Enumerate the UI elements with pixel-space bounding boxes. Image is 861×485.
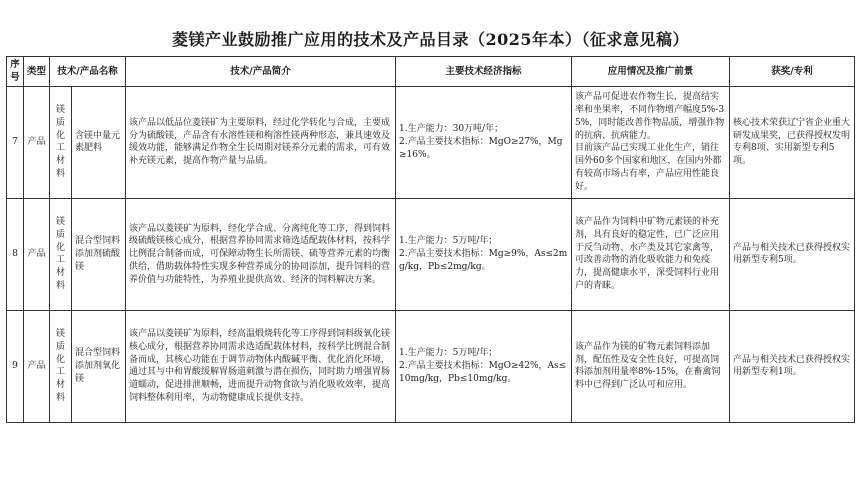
header-awards: 获奖/专利 [730,57,855,87]
cell-type: 产品 [24,310,50,422]
cell-indicators: 1.生产能力：30万吨/年； 2.产品主要技术指标：MgO≥27%，Mg≥16%。 [396,86,572,198]
header-name: 技术/产品名称 [50,57,126,87]
cell-category: 镁质化工材料 [50,198,72,310]
cell-awards: 产品与相关技术已获得授权实用新型专利1项。 [730,310,855,422]
table-row [7,86,855,198]
cell-intro: 该产品以菱镁矿为原料，经高温煅烧转化等工序得到饲料级氧化镁核心成分，根据营养协同需求选适配载体材料，按科学比例混合制备而成，其核心功能在于调节动物体内酸碱平衡、优化消化环境，通过其与中和胃酸缓解胃肠道刺激与潜在损伤，同时助力增强胃肠道蠕动，促进排泄顺畅，进而提升动物食欲与消化吸收效率，提高饲料整体利用率，为动物健康成长提供支持。 [126,310,396,422]
cell-name: 混合型饲料添加剂氧化镁 [72,310,126,422]
header-prospects: 应用情况及推广前景 [572,57,730,87]
header-seq: 序号 [7,57,24,87]
cell-seq: 9 [7,310,24,422]
cell-intro: 该产品以菱镁矿为原料，经化学合成、分离纯化等工序，得到饲料级硫酸镁核心成分，根据营养协同需求筛选适配载体材料，按科学比例混合制备而成，可保障动物生长所需镁、硫等营养元素的均衡供给，借助载体特性实现多种营养成分的协同添加，提升饲料的营养价值与功能特性，为养殖业提供高效、经济的饲料解决方案。 [126,198,396,310]
cell-name: 含镁中量元素肥料 [72,86,126,198]
table-row [7,198,855,310]
cell-type: 产品 [24,86,50,198]
catalog-table [6,56,855,423]
cell-intro: 该产品以低品位菱镁矿为主要原料，经过化学转化与合成，主要成分为硫酸镁，产品含有水溶性镁和枸溶性镁两种形态，兼具速效及缓效功能，能够满足作物全生长周期对镁养分元素的需求，可有效补充镁元素，提高作物产量与品质。 [126,86,396,198]
table-row [7,310,855,422]
cell-prospects: 该产品可促进农作物生长，提高结实率和坐果率，不同作物增产幅度5%-35%，同时能改善作物品质，增强作物的抗病、抗病能力。 目前该产品已实现工业化生产，销往国外60多个国家和地区，在国内外都有较高市场占有率，产品应用性能良好。 [572,86,730,198]
page-title: 菱镁产业鼓励推广应用的技术及产品目录（2025年本）（征求意见稿） [171,30,690,49]
cell-name: 混合型饲料添加剂硫酸镁 [72,198,126,310]
header-indicators: 主要技术经济指标 [396,57,572,87]
cell-category: 镁质化工材料 [50,310,72,422]
cell-prospects: 该产品作为饲料中矿物元素镁的补充剂，具有良好的稳定性，已广泛应用于反刍动物、水产类及其它家禽等，可改善动物的消化吸收能力和免疫力，提高健康水平，深受饲料行业用户的青睐。 [572,198,730,310]
header-type: 类型 [24,57,50,87]
cell-awards: 核心技术荣获辽宁省企业重大研发成果奖，已获得授权发明专利8项、实用新型专利5项。 [730,86,855,198]
cell-type: 产品 [24,198,50,310]
cell-category: 镁质化工材料 [50,86,72,198]
table-header-row [7,57,855,87]
header-intro: 技术/产品简介 [126,57,396,87]
cell-seq: 7 [7,86,24,198]
cell-indicators: 1.生产能力：5万吨/年； 2.产品主要技术指标：MgO≥42%，As≤10mg/kg，Pb≤10mg/kg。 [396,310,572,422]
cell-indicators: 1.生产能力：5万吨/年； 2.产品主要技术指标：Mg≥9%，As≤2mg/kg，Pb≤2mg/kg。 [396,198,572,310]
cell-seq: 8 [7,198,24,310]
cell-awards: 产品与相关技术已获得授权实用新型专利5项。 [730,198,855,310]
cell-prospects: 该产品作为镁的矿物元素饲料添加剂，配伍性及安全性良好，可提高饲料添加剂用量率8%-15%，在畜禽饲料中已得到广泛认可和应用。 [572,310,730,422]
